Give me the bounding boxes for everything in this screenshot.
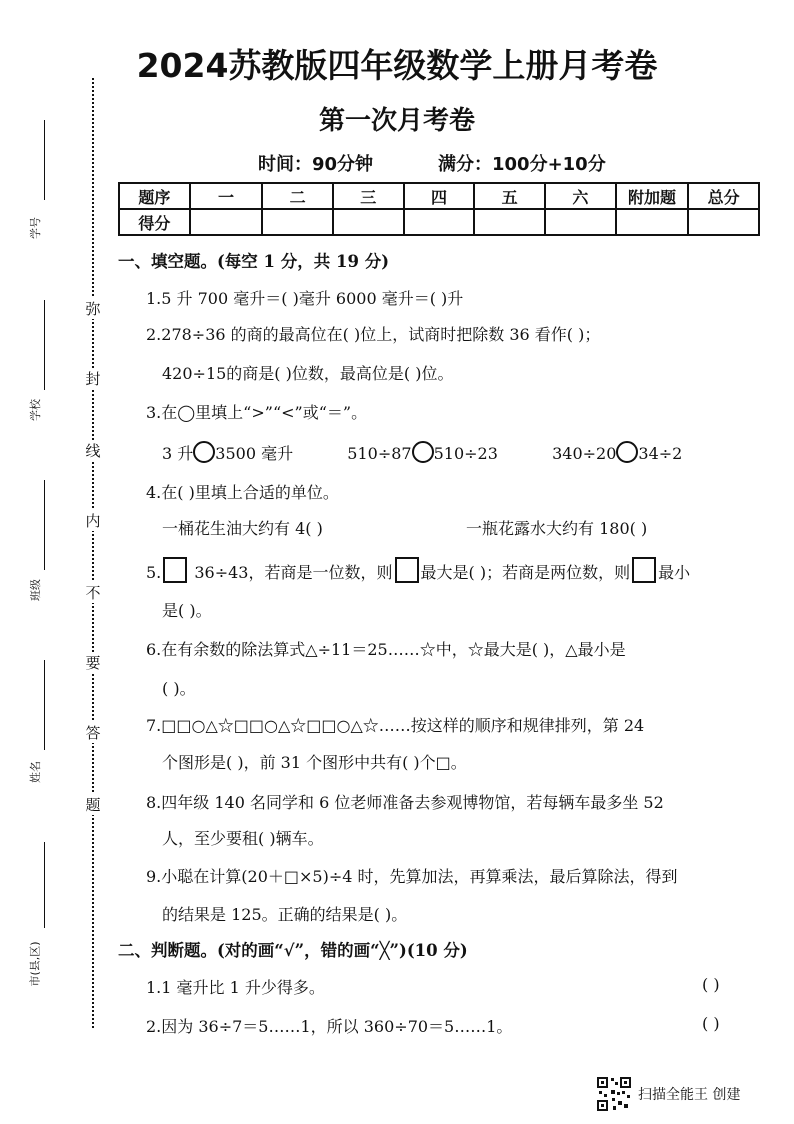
seal-char: 封 [83,368,103,389]
school-line[interactable] [44,300,45,390]
class-line[interactable] [44,480,45,570]
seal-char: 线 [83,440,103,461]
district-label: 市(县,区) [28,941,42,987]
blank-box[interactable] [395,557,419,583]
seal-char: 题 [83,794,103,815]
compare-left: 510÷87 [347,444,412,463]
exam-full-score: 满分：100分+10分 [438,154,606,175]
table-cell: 总分 [688,183,759,209]
question-3-items [162,441,682,464]
table-cell: 三 [333,183,404,209]
compare-right: 34÷2 [638,444,683,463]
school-label: 学校 [29,399,42,421]
question-5-line1 [146,557,690,583]
question-text: 最小 [658,563,691,582]
question-7-line1: 7.□□○△☆□□○△☆□□○△☆……按这样的顺序和规律排列，第 24 [146,716,645,735]
compare-left: 3 升 [162,444,194,463]
judge-2-answer[interactable]: ( ) [702,1014,720,1033]
seal-dotted-line [92,78,94,1028]
question-5-line2: 是( )。 [162,601,212,620]
score-table [118,182,760,236]
student-id-line[interactable] [44,120,45,200]
blank-box[interactable] [632,557,656,583]
compare-circle[interactable] [616,441,638,463]
question-text: 最大是( )；若商是两位数，则 [420,563,631,582]
compare-right: 510÷23 [433,444,498,463]
question-2-line2: 420÷15的商是( )位数，最高位是( )位。 [162,364,454,383]
seal-char: 不 [83,582,103,603]
judge-1-answer[interactable]: ( ) [702,975,720,994]
question-3: 3.在◯里填上“>”“<”或“＝”。 [146,403,368,422]
table-cell: 题序 [119,183,190,209]
table-cell: 二 [262,183,333,209]
question-6-line2: ( )。 [162,679,196,698]
table-cell: 一 [190,183,263,209]
question-8-line1: 8.四年级 140 名同学和 6 位老师准备去参观博物馆，若每辆车最多坐 52 [146,793,664,812]
page-subtitle: 第一次月考卷 [318,106,475,136]
question-number: 5. [146,563,162,582]
district-line[interactable] [44,842,45,928]
score-table-score-row [119,209,759,235]
table-cell: 附加题 [616,183,689,209]
compare-right: 3500 毫升 [215,444,294,463]
scanner-watermark: 扫描全能王 创建 [638,1087,741,1103]
section2-heading: 二、判断题。(对的画“√”，错的画“╳”)(10 分) [118,941,468,960]
class-label: 班级 [29,579,42,601]
score-entry-cell[interactable] [404,209,475,235]
score-entry-cell[interactable] [474,209,545,235]
score-entry-cell[interactable] [190,209,263,235]
seal-char: 弥 [83,298,103,319]
section1-heading: 一、填空题。(每空 1 分，共 19 分) [118,252,390,271]
score-table-header-row [119,183,759,209]
question-2-line1: 2.278÷36 的商的最高位在( )位上，试商时把除数 36 看作( )； [146,325,601,344]
question-6-line1: 6.在有余数的除法算式△÷11＝25……☆中，☆最大是( )，△最小是 [146,640,626,659]
score-entry-cell[interactable] [616,209,689,235]
compare-left: 340÷20 [552,444,617,463]
question-8-line2: 人，至少要租( )辆车。 [162,829,324,848]
table-cell: 五 [474,183,545,209]
name-line[interactable] [44,660,45,750]
table-cell: 四 [404,183,475,209]
question-4-item-b: 一瓶花露水大约有 180( ) [466,519,648,538]
question-4-item-a: 一桶花生油大约有 4( ) [162,519,323,538]
question-9-line1: 9.小聪在计算(20＋□×5)÷4 时，先算加法，再算乘法，最后算除法，得到 [146,867,678,886]
page-title: 2024苏教版四年级数学上册月考卷 [136,46,658,85]
exam-time: 时间：90分钟 [258,154,374,175]
question-9-line2: 的结果是 125。正确的结果是( )。 [162,905,408,924]
seal-char: 答 [83,722,103,743]
compare-circle[interactable] [412,441,434,463]
table-cell: 得分 [119,209,190,235]
question-text: 36÷43，若商是一位数，则 [194,563,393,582]
blank-box[interactable] [163,557,187,583]
score-entry-cell[interactable] [333,209,404,235]
judge-1: 1.1 毫升比 1 升少得多。 [146,978,325,997]
question-1: 1.5 升 700 毫升＝( )毫升 6000 毫升＝( )升 [146,289,464,308]
table-cell: 六 [545,183,616,209]
score-entry-cell[interactable] [688,209,759,235]
compare-circle[interactable] [193,441,215,463]
student-id-label: 学号 [29,217,42,239]
seal-char: 内 [83,510,103,531]
qr-code-icon [596,1076,632,1112]
question-7-line2: 个图形是( )，前 31 个图形中共有( )个□。 [162,753,467,772]
score-entry-cell[interactable] [262,209,333,235]
question-4: 4.在( )里填上合适的单位。 [146,483,339,502]
judge-2: 2.因为 36÷7＝5……1，所以 360÷70＝5……1。 [146,1017,513,1036]
seal-char: 要 [83,652,103,673]
score-entry-cell[interactable] [545,209,616,235]
name-label: 姓名 [29,761,42,783]
